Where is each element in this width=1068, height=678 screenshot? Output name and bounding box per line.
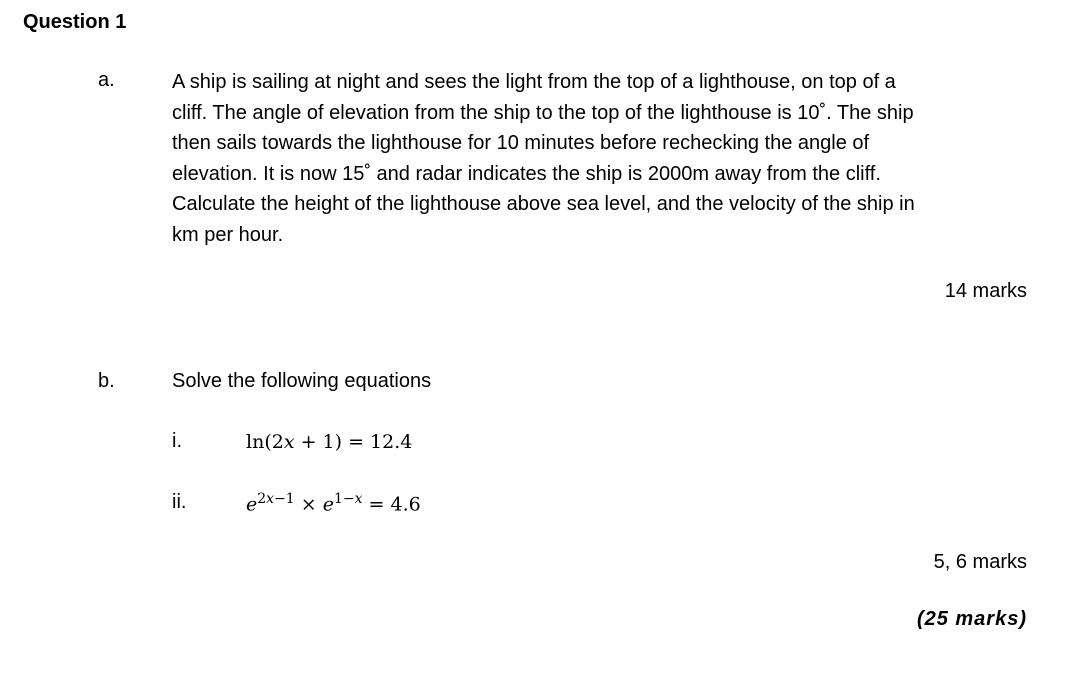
equation-ii: $e^{2x-1} \times e^{1-x} = 4.6$ — [246, 491, 421, 516]
part-b-marks: 5, 6 marks — [933, 551, 1027, 573]
part-a-label: a. — [98, 69, 115, 91]
part-a-line: Calculate the height of the lighthouse above sea level, and the velocity of the ship in — [172, 193, 915, 215]
part-a-line: cliff. The angle of elevation from the ship to the top of the lighthouse is 10˚. The ship — [172, 101, 914, 124]
part-a-line: km per hour. — [172, 223, 284, 246]
part-a-text — [172, 67, 1042, 250]
equation-i-label: i. — [172, 430, 182, 452]
part-a-line: A ship is sailing at night and sees the light from the top of a lighthouse, on top of a — [172, 71, 896, 93]
question-title: Question 1 — [23, 11, 127, 33]
total-marks: (25 marks) — [916, 608, 1027, 630]
part-a-marks: 14 marks — [944, 280, 1027, 302]
part-a-line: elevation. It is now 15˚ and radar indicates the ship is 2000m away from the cliff. — [172, 162, 881, 185]
part-a-line: then sails towards the lighthouse for 10 minutes before rechecking the angle of — [172, 132, 870, 154]
equation-i: ln(2x + 1) = 12.4 — [246, 431, 413, 453]
part-b-intro: Solve the following equations — [172, 370, 432, 392]
equation-ii-label: ii. — [172, 491, 187, 513]
part-b-label: b. — [98, 370, 115, 392]
